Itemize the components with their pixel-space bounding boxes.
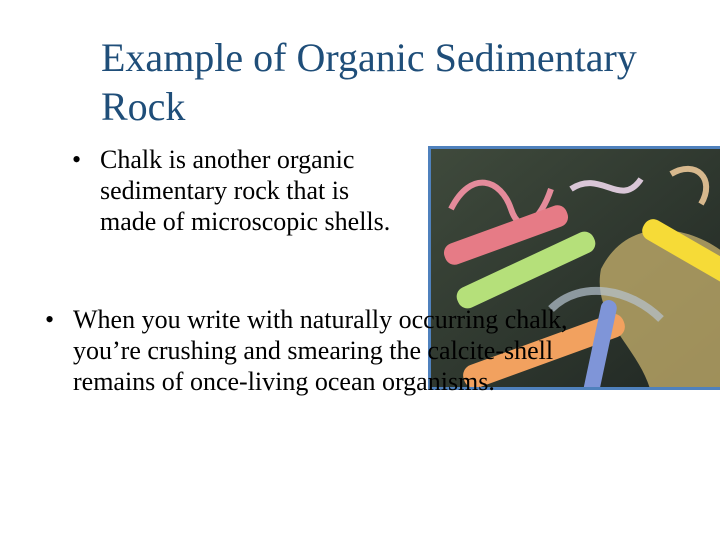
bullet-dot: • bbox=[72, 145, 82, 174]
bullet-1 bbox=[72, 144, 400, 238]
bullet-text: Chalk is another organic sedimentary rock that is made of microscopic shells. bbox=[100, 145, 391, 237]
slide-title: Example of Organic Sedimentary Rock bbox=[101, 35, 637, 129]
bullet-dot: • bbox=[45, 305, 55, 334]
bullet-2 bbox=[45, 304, 633, 398]
bullet-text: When you write with naturally occurring chalk, you’re crushing and smearing the calcite-shell remains of once-living ocean organisms. bbox=[73, 305, 568, 397]
